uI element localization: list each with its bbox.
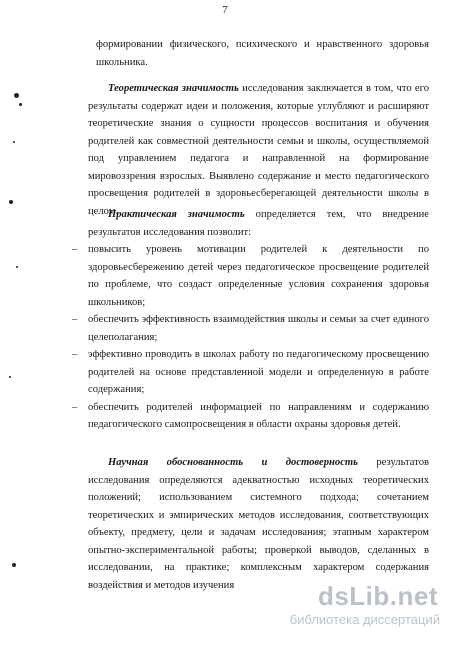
list-item xyxy=(72,399,429,434)
intro-paragraph xyxy=(88,36,429,71)
dash-bullet: – xyxy=(72,244,78,255)
list-item-text: обеспечить эффективность взаимодействия школы и семьи за счет единого целеполагания; xyxy=(88,314,429,343)
watermark-caption: библиотека диссертаций xyxy=(289,612,440,627)
intro-line-1: формировании физического, психического и нравственного здоровья xyxy=(96,39,429,50)
page-number: 7 xyxy=(222,4,228,16)
dash-bullet: – xyxy=(72,401,78,413)
list-item-text: обеспечить родителей информацией по направлениям и содержанию педагогического самопросвещения в области охраны здоровья детей. xyxy=(88,401,429,430)
list-item xyxy=(72,311,429,346)
scan-speck xyxy=(9,200,13,204)
scan-speck xyxy=(19,103,22,106)
watermark-logo: dsLib.net xyxy=(317,581,438,611)
list-item-text: повысить уровень мотивации родителей к деятельности по здоровьесбережению детей через педагогическое просвещение родителей по проблеме, что создаст определенные условия сохранения здоровья школьников; xyxy=(88,244,429,308)
scientific-validity-paragraph xyxy=(88,454,429,594)
scientific-validity-text: результатов исследования определяются адекватностью исходных теоретических положений; использованием системного подхода; сочетанием теоретических и эмпирических методов исследования, соответствующих объекту, предмету, цели и задачам исследования; этапным характером опытно-экспериментальной работы; проверкой выводов, сделанных в исследовании, на практике; комплексным характером содержания воздействия и методов изучения xyxy=(88,457,429,591)
list-item-text: эффективно проводить в школах работу по педагогическому просвещению родителей на основе представленной модели и определенную в работе содержания; xyxy=(88,349,429,395)
theoretical-significance-term: Теоретическая значимость xyxy=(108,83,239,94)
practical-significance-list xyxy=(72,241,429,434)
practical-significance-text: определяется тем, что внедрение результатов исследования позволит: xyxy=(88,209,429,238)
practical-significance-section xyxy=(72,206,429,434)
watermark xyxy=(252,581,442,627)
scan-speck xyxy=(13,141,15,143)
dash-bullet: – xyxy=(72,314,78,325)
list-item xyxy=(72,241,429,311)
scan-speck xyxy=(12,563,16,567)
theoretical-significance-text: исследования заключается в том, что его результаты содержат идеи и положения, которые углубляют и расширяют теоретические знания о сущности процессов воспитания и обучения родителей как совместной деятельности семьи и школы, осуществляемой под управлением педагога и направленной на формирование мировоззрения взрослых. Выявлено содержание и место педагогического просвещения родителей в здоровьесберегающей деятельности школы в целом. xyxy=(88,83,429,217)
scan-speck xyxy=(16,266,18,268)
intro-line-2: школьника. xyxy=(96,56,148,68)
list-item xyxy=(72,346,429,399)
practical-significance-term: Практическая значимость xyxy=(108,209,245,220)
scientific-validity-term: Научная обоснованность и достоверность xyxy=(108,457,358,468)
dash-bullet: – xyxy=(72,349,78,360)
scan-speck xyxy=(9,376,11,378)
theoretical-significance-paragraph xyxy=(88,80,429,220)
scan-speck xyxy=(14,93,19,98)
